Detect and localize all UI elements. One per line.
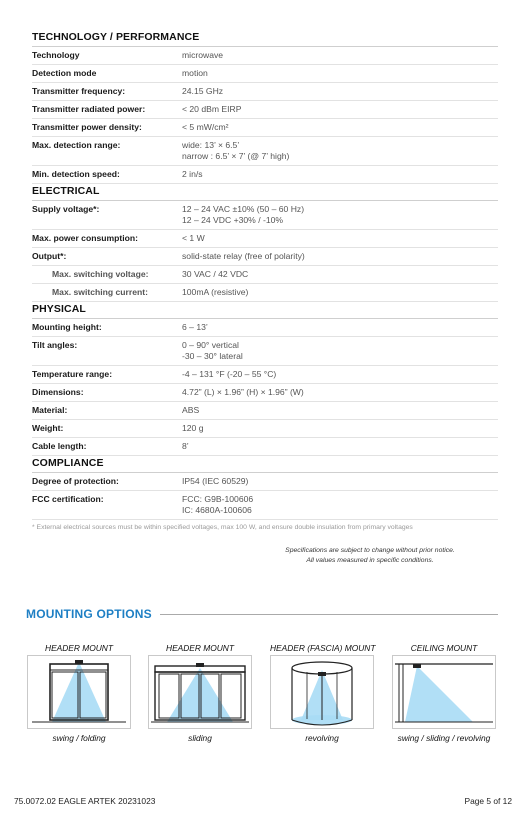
spec-label: Degree of protection: [32,476,119,486]
spec-row [32,337,498,366]
spec-label: Technology [32,50,80,60]
mount-panel-revolving [270,643,374,743]
spec-row [32,65,498,83]
spec-value: -4 – 131 °F (-20 – 55 °C) [182,369,277,379]
spec-value: 6 – 13’ [182,322,208,332]
mount-subtitle: swing / folding [52,733,106,743]
spec-value: 0 – 90° vertical -30 – 30° lateral [182,340,243,361]
spec-label: FCC certification: [32,494,104,504]
spec-row [32,166,498,184]
spec-row [32,83,498,101]
spec-label: Output*: [32,251,67,261]
spec-row [32,266,498,284]
footnote: * External electrical sources must be within specified voltages, max 100 W, and ensure double insulation from primary voltages [32,524,413,531]
spec-value: 4.72” (L) × 1.96” (H) × 1.96” (W) [182,387,304,397]
performance-rows [32,47,498,184]
mount-caption: CEILING MOUNT [410,643,478,653]
spec-row [32,230,498,248]
spec-value: motion [182,68,208,78]
section-title-compliance: COMPLIANCE [32,456,498,473]
revolving-door-illustration [270,655,374,729]
spec-row [32,473,498,491]
spec-value: FCC: G9B-100606 IC: 4680A-100606 [182,494,254,515]
compliance-rows [32,473,498,520]
spec-row [32,101,498,119]
section-title-performance: TECHNOLOGY / PERFORMANCE [32,30,498,47]
spec-label: Max. switching current: [52,287,148,297]
mount-subtitle: swing / sliding / revolving [397,733,491,743]
mount-panel-ceiling [392,643,496,743]
spec-value: solid-state relay (free of polarity) [182,251,305,261]
section-title-electrical: ELECTRICAL [32,184,498,201]
page-number: Page 5 of 12 [464,796,512,806]
document-id: 75.0072.02 EAGLE ARTEK 20231023 [14,796,156,806]
spec-label: Temperature range: [32,369,113,379]
sliding-door-illustration [148,655,252,729]
spec-label: Material: [32,405,68,415]
spec-row [32,420,498,438]
spec-label: Max. detection range: [32,140,121,150]
spec-value: 30 VAC / 42 VDC [182,269,249,279]
spec-label: Transmitter power density: [32,122,142,132]
disclaimer-line-2: All values measured in specific conditions. [306,557,434,564]
spec-value: 24.15 GHz [182,86,224,96]
mount-caption: HEADER MOUNT [166,643,234,653]
mounting-options-heading [26,607,498,621]
mount-panel-swing [27,643,131,743]
spec-row [32,319,498,337]
spec-row [32,384,498,402]
spec-row [32,248,498,266]
disclaimer-line-1: Specifications are subject to change without prior notice. [285,547,455,554]
spec-label: Tilt angles: [32,340,78,350]
disclaimer [250,546,490,566]
spec-row [32,137,498,166]
mount-subtitle: sliding [188,733,212,743]
section-title-physical: PHYSICAL [32,302,498,319]
spec-value: microwave [182,50,224,60]
spec-value: < 1 W [182,233,205,243]
spec-label: Supply voltage*: [32,204,100,214]
spec-label: Dimensions: [32,387,84,397]
spec-value: ABS [182,405,200,415]
spec-label: Transmitter radiated power: [32,104,146,114]
spec-value: IP54 (IEC 60529) [182,476,249,486]
swing-door-illustration [27,655,131,729]
spec-label: Min. detection speed: [32,169,120,179]
spec-label: Detection mode [32,68,97,78]
spec-row [32,47,498,65]
spec-value: < 5 mW/cm² [182,122,229,132]
spec-table [32,30,498,531]
spec-row [32,119,498,137]
spec-label: Transmitter frequency: [32,86,126,96]
spec-value: 12 – 24 VAC ±10% (50 – 60 Hz) 12 – 24 VDC +30% / -10% [182,204,305,225]
mount-subtitle: revolving [305,733,339,743]
spec-row [32,201,498,230]
spec-label: Weight: [32,423,64,433]
mount-caption: HEADER (FASCIA) MOUNT [270,643,376,653]
spec-value: 100mA (resistive) [182,287,249,297]
spec-row [32,284,498,302]
spec-label: Mounting height: [32,322,102,332]
electrical-rows [32,201,498,302]
spec-value: 2 in/s [182,169,203,179]
spec-label: Cable length: [32,441,87,451]
spec-label: Max. switching voltage: [52,269,149,279]
mount-panel-sliding [148,643,252,743]
physical-rows [32,319,498,456]
spec-value: wide: 13’ × 6.5’ narrow : 6.5’ × 7’ (@ 7’ high) [182,140,290,161]
spec-label: Max. power consumption: [32,233,138,243]
ceiling-mount-illustration [392,655,496,729]
heading-rule [160,614,498,615]
spec-value: 8’ [182,441,189,451]
spec-row [32,366,498,384]
mount-caption: HEADER MOUNT [45,643,113,653]
spec-value: < 20 dBm EIRP [182,104,242,114]
spec-row [32,491,498,520]
spec-value: 120 g [182,423,204,433]
spec-row [32,402,498,420]
mounting-options-title: MOUNTING OPTIONS [26,607,152,621]
spec-row [32,438,498,456]
